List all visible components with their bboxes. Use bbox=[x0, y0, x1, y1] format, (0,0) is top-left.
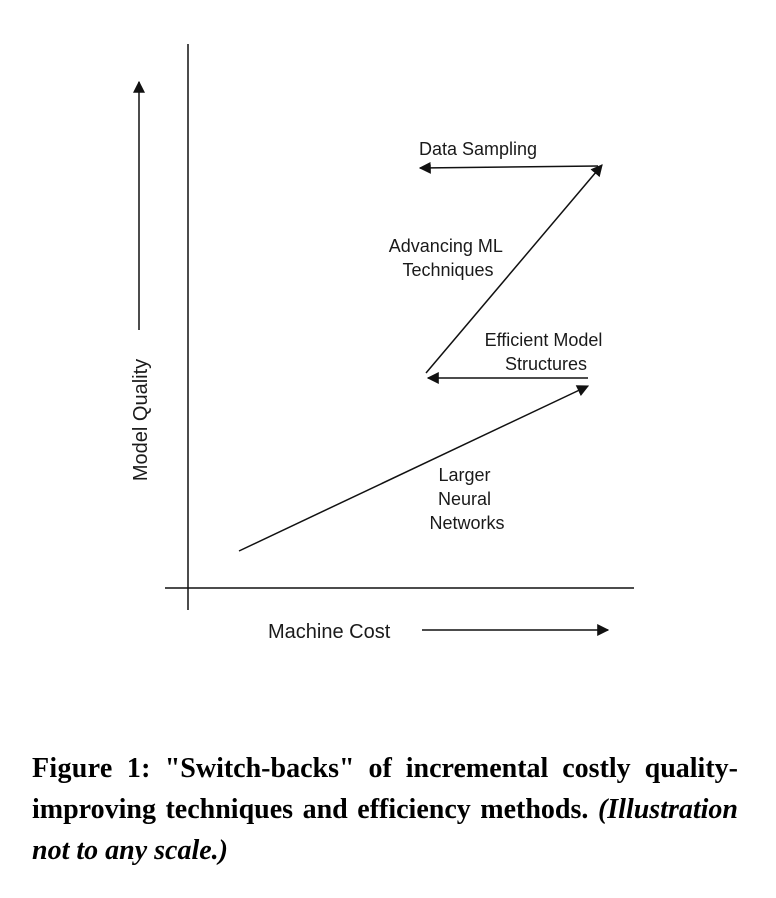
label-advancing-ml-techniques bbox=[389, 236, 507, 280]
caption-text: "Switch-backs" of incremental costly quality-improving techniques and efficiency methods. bbox=[32, 753, 738, 825]
caption-label: Figure 1: bbox=[32, 753, 151, 784]
label-line: Larger bbox=[438, 465, 491, 485]
x-axis-label: Machine Cost bbox=[268, 621, 391, 643]
label-larger-neural-networks bbox=[429, 465, 504, 533]
label-line: Networks bbox=[429, 513, 505, 533]
label-efficient-model-structures bbox=[485, 330, 608, 374]
label-line: Neural bbox=[437, 489, 492, 509]
arrow-data-sampling bbox=[420, 166, 598, 168]
label-line: Structures bbox=[504, 354, 588, 374]
label-data-sampling bbox=[419, 139, 537, 159]
figure-caption bbox=[32, 748, 738, 871]
y-axis-label: Model Quality bbox=[130, 358, 152, 482]
label-line: Efficient Model bbox=[484, 330, 603, 350]
caption-note: (Illustration not to any scale.) bbox=[32, 794, 738, 866]
label-line: Advancing ML bbox=[388, 236, 503, 256]
arrow-larger-neural-networks bbox=[239, 386, 588, 551]
label-line: Data Sampling bbox=[418, 139, 538, 159]
label-line: Techniques bbox=[402, 260, 494, 280]
